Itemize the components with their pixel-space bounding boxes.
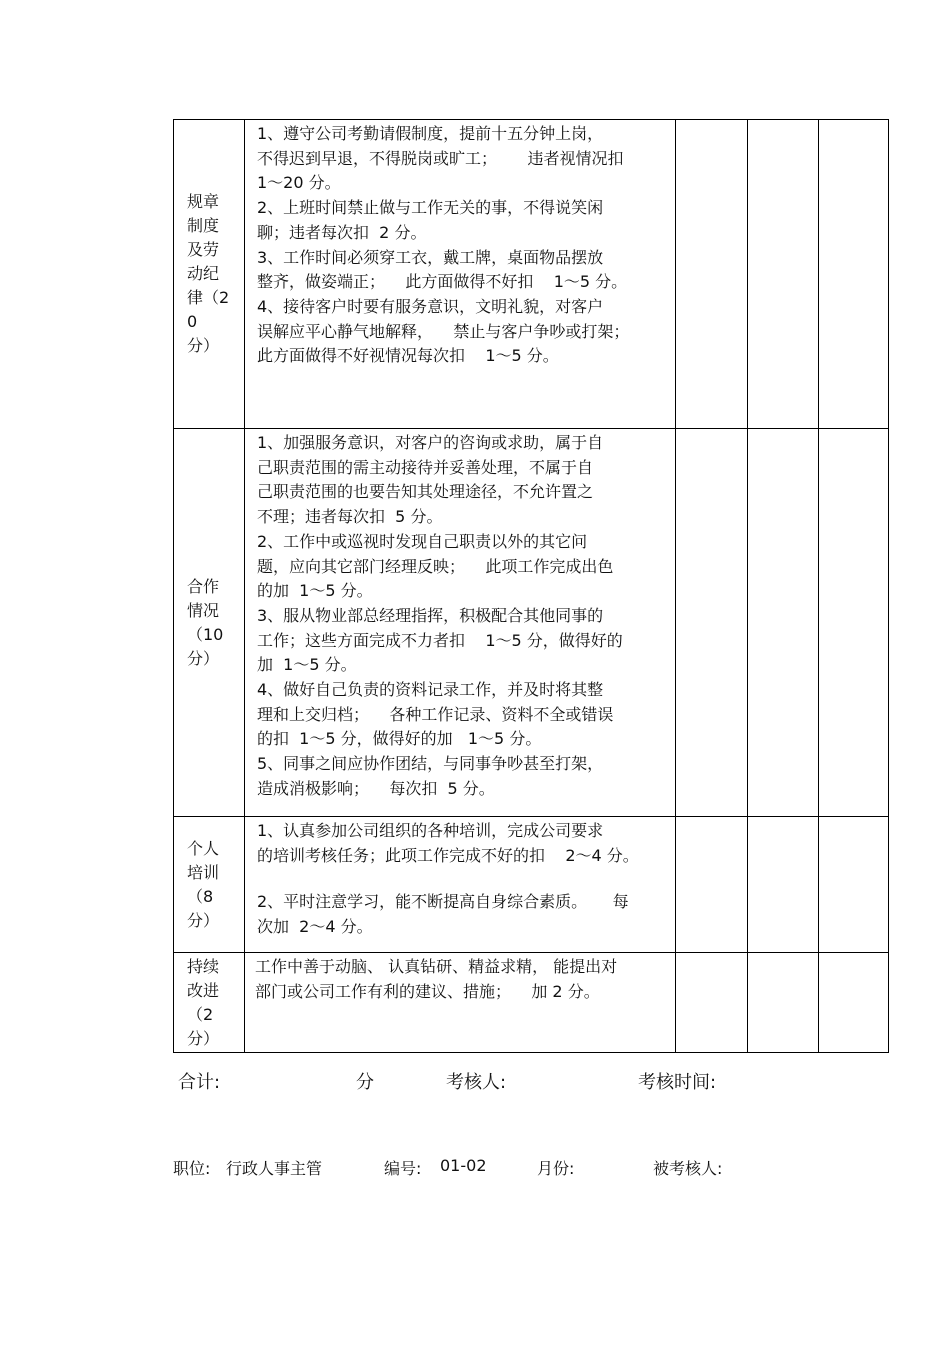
- table-row: [174, 953, 889, 1053]
- criteria-line: 部门或公司工作有利的建议、措施； 加 2 分。: [255, 981, 600, 1001]
- criteria-cell: [245, 817, 676, 953]
- score-cell-1[interactable]: [676, 953, 748, 1053]
- criteria-line: 的加 1～5 分。: [257, 581, 373, 601]
- assessee-label: 被考核人:: [653, 1159, 723, 1178]
- meta-row: [0, 1156, 950, 1184]
- score-cell-3[interactable]: [819, 120, 889, 429]
- assessor-label: 考核人:: [446, 1072, 507, 1093]
- category-label: 合作 情况 （10 分）: [187, 576, 224, 668]
- number-value: 01-02: [440, 1156, 487, 1175]
- criteria-line: 己职责范围的也要告知其处理途径，不允许置之: [257, 482, 594, 502]
- criteria-line: 1、加强服务意识，对客户的咨询或求助，属于自: [257, 433, 604, 452]
- criteria-line: 次加 2～4 分。: [257, 917, 373, 937]
- score-cell-2[interactable]: [748, 817, 819, 953]
- number-label: 编号:: [384, 1159, 422, 1178]
- category-label: 个人 培训 （8 分）: [187, 838, 220, 930]
- criteria-line: 理和上交归档； 各种工作记录、资料不全或错误: [257, 704, 614, 724]
- criteria-line: 工作；这些方面完成不力者扣 1～5 分，做得好的: [257, 630, 623, 650]
- points-label: 分: [356, 1072, 374, 1093]
- criteria-cell: [245, 120, 676, 429]
- category-label: 规章 制度 及劳 动纪 律（20 分）: [187, 192, 230, 355]
- criteria-line: 2、平时注意学习，能不断提高自身综合素质。 每: [257, 892, 629, 912]
- score-cell-2[interactable]: [748, 953, 819, 1053]
- criteria-gap: [257, 868, 667, 890]
- criteria-line: 1、认真参加公司组织的各种培训，完成公司要求: [257, 821, 604, 840]
- score-cell-3[interactable]: [819, 817, 889, 953]
- criteria-line: 1、遵守公司考勤请假制度，提前十五分钟上岗，: [257, 124, 604, 143]
- totals-row: [0, 1068, 950, 1096]
- criteria-cell: [245, 953, 676, 1053]
- score-cell-2[interactable]: [748, 120, 819, 429]
- criteria-line: 题，应向其它部门经理反映； 此项工作完成出色: [257, 556, 614, 576]
- assessment-time-label: 考核时间:: [638, 1072, 717, 1093]
- criteria-line: 1～20 分。: [257, 173, 341, 193]
- total-label: 合计:: [178, 1072, 221, 1093]
- score-cell-1[interactable]: [676, 817, 748, 953]
- table-row: [174, 429, 889, 817]
- criteria-line: 的培训考核任务；此项工作完成不好的扣 2～4 分。: [257, 845, 639, 865]
- score-cell-1[interactable]: [676, 120, 748, 429]
- criteria-line: 误解应平心静气地解释， 禁止与客户争吵或打架；: [257, 321, 630, 341]
- score-cell-1[interactable]: [676, 429, 748, 817]
- criteria-line: 2、上班时间禁止做与工作无关的事，不得说笑闲: [257, 198, 604, 218]
- criteria-line: 整齐，做姿端正； 此方面做得不好扣 1～5 分。: [257, 272, 628, 292]
- table-row: [174, 120, 889, 429]
- criteria-line: 4、做好自己负责的资料记录工作，并及时将其整: [257, 680, 604, 700]
- position-label: 职位:: [173, 1159, 211, 1178]
- criteria-line: 3、服从物业部总经理指挥，积极配合其他同事的: [257, 605, 604, 625]
- criteria-line: 4、接待客户时要有服务意识，文明礼貌，对客户: [257, 296, 604, 316]
- criteria-line: 3、工作时间必须穿工衣，戴工牌，桌面物品摆放: [257, 247, 604, 267]
- criteria-line: 5、同事之间应协作团结，与同事争吵甚至打架，: [257, 754, 604, 774]
- criteria-line: 此方面做得不好视情况每次扣 1～5 分。: [257, 346, 559, 366]
- criteria-line: 加 1～5 分。: [257, 655, 357, 675]
- score-cell-3[interactable]: [819, 953, 889, 1053]
- criteria-line: 己职责范围的需主动接待并妥善处理，不属于自: [257, 457, 594, 477]
- category-cell: [174, 817, 245, 953]
- score-cell-2[interactable]: [748, 429, 819, 817]
- month-label: 月份:: [537, 1159, 575, 1178]
- evaluation-table: [173, 119, 889, 1053]
- score-cell-3[interactable]: [819, 429, 889, 817]
- criteria-line: 的扣 1～5 分，做得好的加 1～5 分。: [257, 729, 542, 749]
- criteria-line: 不理；违者每次扣 5 分。: [257, 507, 443, 527]
- category-cell: [174, 953, 245, 1053]
- criteria-line: 聊；违者每次扣 2 分。: [257, 222, 427, 242]
- criteria-cell: [245, 429, 676, 817]
- criteria-line: 造成消极影响； 每次扣 5 分。: [257, 778, 495, 798]
- criteria-line: 工作中善于动脑、 认真钻研、精益求精， 能提出对: [255, 957, 618, 976]
- category-cell: [174, 429, 245, 817]
- position-value: 行政人事主管: [226, 1159, 323, 1178]
- criteria-line: 2、工作中或巡视时发现自己职责以外的其它问: [257, 531, 588, 551]
- table-row: [174, 817, 889, 953]
- category-label: 持续 改进 （2 分）: [187, 956, 220, 1048]
- category-cell: [174, 120, 245, 429]
- criteria-line: 不得迟到早退，不得脱岗或旷工； 违者视情况扣: [257, 148, 624, 168]
